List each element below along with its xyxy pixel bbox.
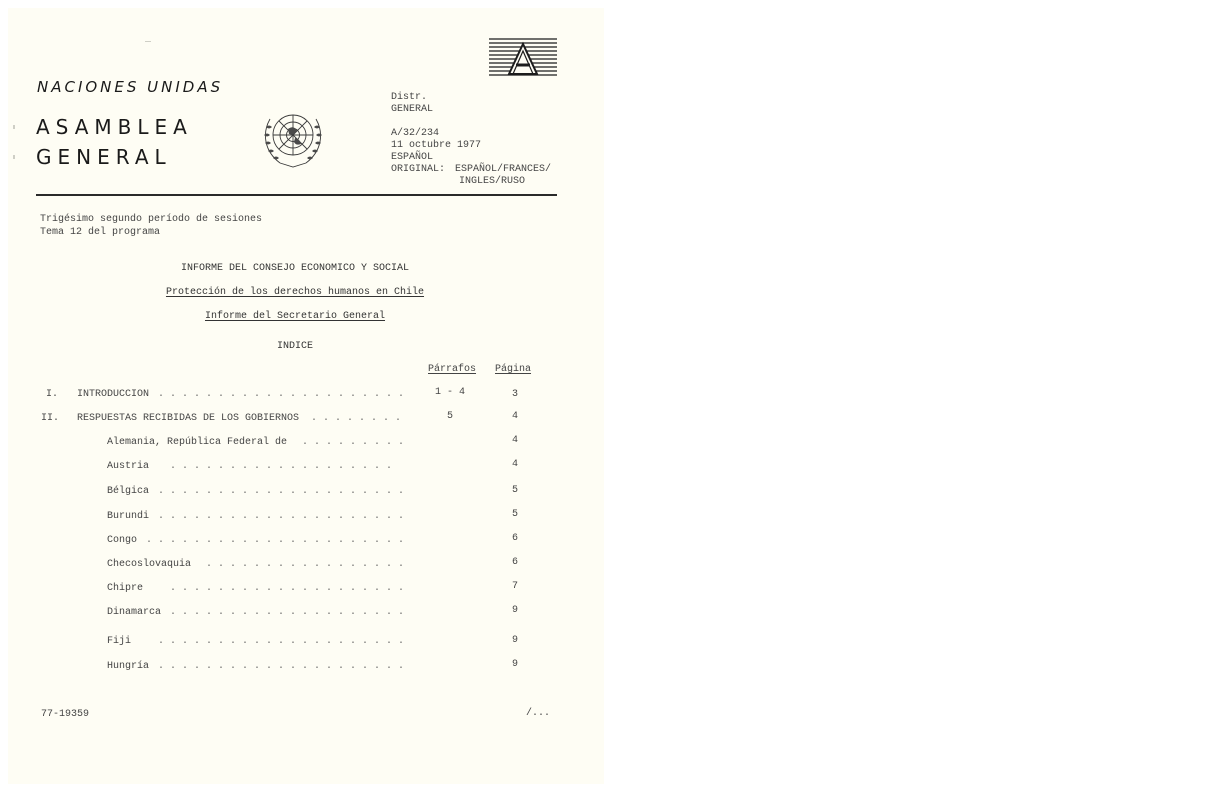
toc-country: Austria <box>107 461 150 472</box>
scan-speck <box>13 125 15 129</box>
author-title-wrap <box>8 311 582 322</box>
toc-paragraphs: 5 <box>447 411 454 422</box>
toc-leader-dots: . . . . . . . . . . . . . . . . . . . <box>170 461 393 472</box>
scan-speck <box>145 41 151 42</box>
toc-country: Fiji <box>107 636 132 647</box>
toc-label: RESPUESTAS RECIBIDAS DE LOS GOBIERNOS <box>77 413 300 424</box>
assembly-title-line2: GENERAL <box>36 145 172 169</box>
subject-title-wrap <box>8 287 582 298</box>
distr-label: Distr. <box>391 92 428 103</box>
toc-leader-dots: . . . . . . . . . . . . . . . . . . . . . <box>158 389 405 400</box>
toc-page: 4 <box>512 435 519 446</box>
original-languages-line1: ESPAÑOL/FRANCES/ <box>455 164 552 175</box>
toc-leader-dots: . . . . . . . . . . . . . . . . . . . . <box>170 583 405 594</box>
toc-leader-dots: . . . . . . . . . . . . . . . . . . . . . . <box>146 535 405 546</box>
un-emblem <box>258 105 328 171</box>
session-title: Trigésimo segundo período de sesiones <box>40 214 263 225</box>
toc-page: 9 <box>512 635 519 646</box>
toc-country: Bélgica <box>107 486 150 497</box>
assembly-title-line1: ASAMBLEA <box>36 115 193 139</box>
toc-page: 5 <box>512 485 519 496</box>
toc-leader-dots: . . . . . . . . <box>311 413 402 424</box>
author-title: Informe del Secretario General <box>204 311 386 322</box>
toc-country: Hungría <box>107 661 150 672</box>
document-page <box>8 8 604 784</box>
toc-leader-dots: . . . . . . . . . . . . . . . . . . . . . <box>158 486 405 497</box>
toc-leader-dots: . . . . . . . . . . . . . . . . . . . . . <box>158 511 405 522</box>
index-heading: INDICE <box>276 341 313 352</box>
document-symbol: A/32/234 <box>391 128 440 139</box>
toc-page: 9 <box>512 605 519 616</box>
document-language: ESPAÑOL <box>391 152 434 163</box>
a-symbol-logo <box>489 37 557 81</box>
toc-page: 7 <box>512 581 519 592</box>
toc-numeral: II. <box>41 413 60 424</box>
toc-page: 5 <box>512 509 519 520</box>
toc-country: Dinamarca <box>107 607 162 618</box>
toc-page: 9 <box>512 659 519 670</box>
toc-page: 3 <box>512 389 519 400</box>
org-name: NACIONES UNIDAS <box>37 78 224 96</box>
toc-page: 4 <box>512 411 519 422</box>
report-title: INFORME DEL CONSEJO ECONOMICO Y SOCIAL <box>180 263 410 274</box>
toc-label: INTRODUCCION <box>77 389 150 400</box>
toc-paragraphs: 1 - 4 <box>435 387 466 398</box>
distr-type: GENERAL <box>391 104 434 115</box>
toc-leader-dots: . . . . . . . . . . . . . . . . . . . . <box>170 607 405 618</box>
continued-marker: /... <box>526 708 551 719</box>
toc-page: 6 <box>512 533 519 544</box>
toc-country: Congo <box>107 535 138 546</box>
toc-col-page: Página <box>495 364 532 375</box>
document-date: 11 octubre 1977 <box>391 140 482 151</box>
toc-leader-dots: . . . . . . . . . . . . . . . . . . . . . <box>158 636 405 647</box>
agenda-item: Tema 12 del programa <box>40 227 161 238</box>
toc-leader-dots: . . . . . . . . . . . . . . . . . . . . . <box>158 661 405 672</box>
toc-leader-dots: . . . . . . . . . <box>302 437 405 448</box>
toc-col-paragraphs: Párrafos <box>428 364 477 375</box>
toc-country: Chipre <box>107 583 144 594</box>
original-languages-line2: INGLES/RUSO <box>459 176 526 187</box>
header-rule <box>36 194 557 196</box>
scan-speck <box>13 155 15 159</box>
toc-page: 6 <box>512 557 519 568</box>
toc-country: Checoslovaquia <box>107 559 192 570</box>
toc-leader-dots: . . . . . . . . . . . . . . . . . <box>206 559 405 570</box>
original-label: ORIGINAL: <box>391 164 446 175</box>
toc-page: 4 <box>512 459 519 470</box>
document-number: 77-19359 <box>41 709 90 720</box>
subject-title: Protección de los derechos humanos en Chile <box>165 287 425 298</box>
toc-numeral: I. <box>46 389 59 400</box>
toc-country: Burundi <box>107 511 150 522</box>
toc-country: Alemania, República Federal de <box>107 437 288 448</box>
